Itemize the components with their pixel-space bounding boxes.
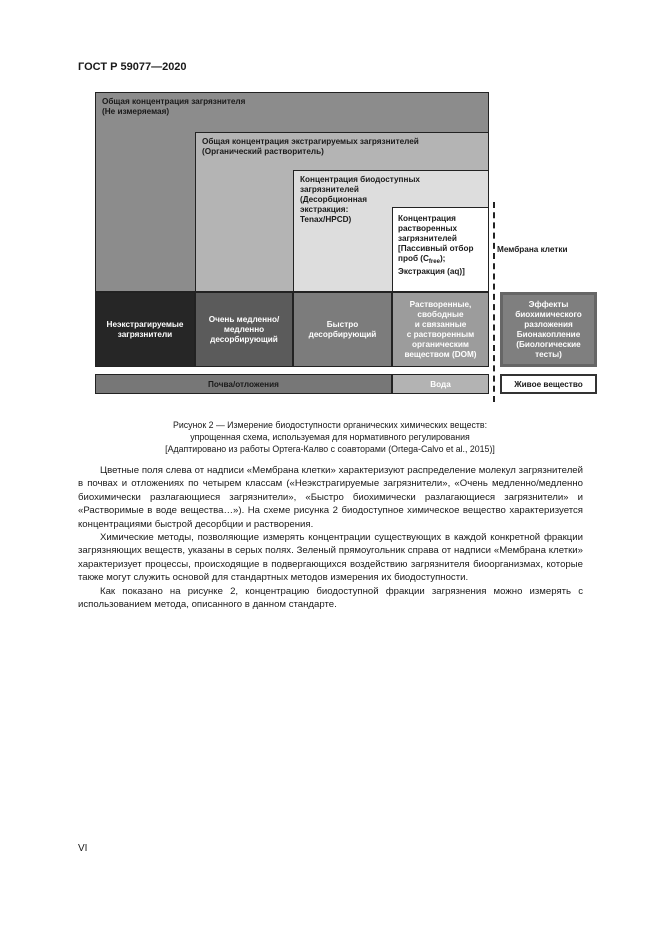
- biological-effects-box: Эффекты биохимического разложения Бионакопление (Биологические тесты): [500, 292, 597, 367]
- paragraph: Химические методы, позволяющие измерять концентрации существующих в каждой конкретной фракции загрязняющих веществ, указаны в серых полях. Зеленый прямоугольник справа от надписи «Мембрана клетки» характеризует процессы, происходящие в подвергающихся воздействию загрязнителя биоорганизмах, которые также могут служить основой для стандартных методов измерения их биодоступности.: [78, 532, 583, 584]
- page-number: VI: [78, 843, 88, 854]
- non-extractable-cell: Неэкстрагируемые загрязнители: [95, 292, 195, 367]
- cell-membrane-line: [493, 202, 495, 402]
- bioavailability-diagram: [95, 92, 605, 402]
- cell-membrane-label: Мембрана клетки: [497, 245, 568, 254]
- water-bar: Вода: [392, 374, 489, 394]
- dissolved-concentration-box: [392, 207, 489, 292]
- figure-caption: Рисунок 2 — Измерение биодоступности органических химических веществ: упрощенная схема, используемая для нормативного регулирования [Адаптировано из работы Ортега-Калво с соавторами (Ortega-Calvo et al., 2015)]: [165, 420, 495, 454]
- paragraph: Как показано на рисунке 2, концентрацию биодоступной фракции загрязнения можно измерять с использованием метода, описанного в данном стандарте.: [78, 585, 583, 611]
- body-text: [78, 464, 583, 611]
- dissolved-cell: Растворенные, свободные и связанные с растворенным органическим веществом (DOM): [392, 292, 489, 367]
- total-concentration-label: Общая концентрация загрязнителя (Не измеряемая): [102, 97, 246, 116]
- fast-desorbing-cell: Быстро десорбирующий: [293, 292, 392, 367]
- dissolved-concentration-label: Концентрация растворенных загрязнителей [Пассивный отбор проб $(C_{free})$; Экстракция (aq)]: [398, 214, 474, 276]
- soil-sediment-bar: Почва/отложения: [95, 374, 392, 394]
- paragraph: Цветные поля слева от надписи «Мембрана клетки» характеризуют распределение молекул загрязнителей в почвах и отложениях по четырем классам («Неэкстрагируемые загрязнители», «Очень медленно/медленно биохимически разлагающиеся загрязнители», «Быстро биохимически разлагающиеся загрязнители» и «Растворимые в воде вещества…»). На схеме рисунка 2 биодоступное химическое вещество характеризуется концентрациями быстрой десорбции и растворения.: [78, 465, 583, 530]
- slow-desorbing-cell: Очень медленно/ медленно десорбирующий: [195, 292, 293, 367]
- bioavailable-concentration-label: Концентрация биодоступных загрязнителей (Десорбционная экстракция: Tenax/HPCD): [300, 175, 420, 224]
- standard-header: ГОСТ Р 59077—2020: [78, 61, 187, 73]
- extractable-concentration-label: Общая концентрация экстрагируемых загрязнителей (Органический растворитель): [202, 137, 419, 156]
- living-matter-bar: Живое вещество: [500, 374, 597, 394]
